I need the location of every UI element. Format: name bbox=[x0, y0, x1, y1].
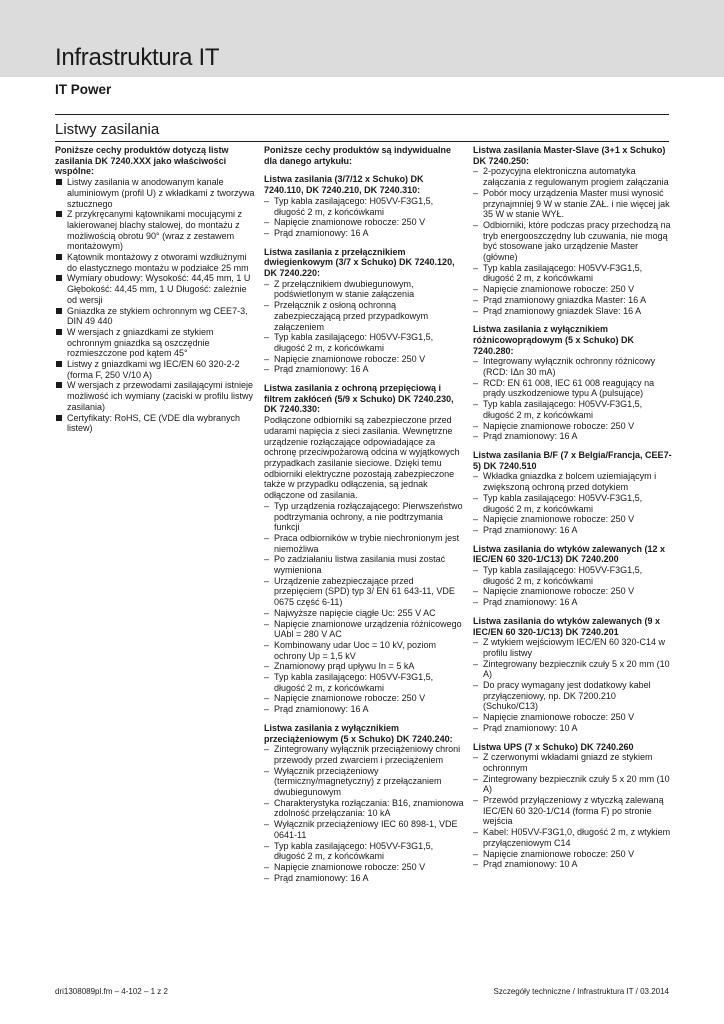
product-spec-list bbox=[473, 752, 673, 870]
product-heading: Listwa zasilania B/F (7 x Belgia/Francja, CEE7-5) DK 7240.510 bbox=[473, 449, 672, 471]
list-item: – RCD: EN 61 008, IEC 61 008 reagujący na prądy uszkodzeniowe typu A (pulsujące) bbox=[473, 378, 673, 399]
list-item: – Z wtykiem wejściowym IEC/EN 60 320-C14 w profilu listwy bbox=[473, 637, 673, 658]
list-item: – Typ kabla zasilającego: H05VV-F3G1,5, długość 2 m, z końcówkami bbox=[473, 493, 673, 514]
list-item: – Prąd znamionowy: 16 A bbox=[473, 525, 673, 536]
individual-features-intro: Poniższe cechy produktów są indywidualne dla danego artykułu: bbox=[264, 145, 452, 166]
product-spec-list bbox=[473, 637, 673, 733]
product-spec-list bbox=[264, 196, 464, 239]
list-item: W wersjach z przewodami zasilającymi istnieje możliwość ich wymiany (zaciski w profilu listwy zasilania) bbox=[55, 380, 255, 412]
list-item: – Integrowany wyłącznik ochronny różnicowy (RCD: IΔn 30 mA) bbox=[473, 356, 673, 377]
list-item: – Wyłącznik przeciążeniowy (termiczny/magnetyczny) z przełączaniem dwubiegunowym bbox=[264, 766, 464, 798]
section-divider bbox=[55, 114, 669, 115]
document-title: Infrastruktura IT bbox=[55, 44, 220, 71]
product-block bbox=[473, 324, 673, 442]
list-item: – Znamionowy prąd upływu In = 5 kA bbox=[264, 661, 464, 672]
list-item: W wersjach z gniazdkami ze stykiem ochronnym gniazdka są oszczędnie rozmieszczone pod kątem 45° bbox=[55, 327, 255, 359]
list-item: – Napięcie znamionowe robocze: 250 V bbox=[264, 217, 464, 228]
product-heading: Listwa zasilania do wtyków zalewanych (12 x IEC/EN 60 320-1/C13) DK 7240.200 bbox=[473, 543, 666, 565]
product-block bbox=[264, 174, 464, 238]
list-item: Wymiary obudowy: Wysokość: 44,45 mm, 1 U Głębokość: 44,45 mm, 1 U Długość: zależnie od wersji bbox=[55, 273, 255, 305]
list-item: – Kabel: H05VV-F3G1,0, długość 2 m, z wtykiem przyłączeniowym C14 bbox=[473, 827, 673, 848]
product-heading: Listwa zasilania Master-Slave (3+1 x Schuko) DK 7240.250: bbox=[473, 145, 666, 166]
list-item: – Z czerwonymi wkładami gniazd ze stykiem ochronnym bbox=[473, 752, 673, 773]
list-item: – Urządzenie zabezpieczające przed przepięciem (SPD) typ 3/ EN 61 643-11, VDE 0675 część 6-11) bbox=[264, 576, 464, 608]
list-item: – Przewód przyłączeniowy z wtyczką zalewaną IEC/EN 60 320-1/C14 (forma F) po stronie wejścia bbox=[473, 795, 673, 827]
footer-publication-info: Szczegóły techniczne / Infrastruktura IT / 03.2014 bbox=[493, 987, 669, 996]
product-block bbox=[264, 247, 464, 375]
list-item: – Po zadziałaniu listwa zasilania musi zostać wymieniona bbox=[264, 554, 464, 575]
product-heading: Listwa zasilania (3/7/12 x Schuko) DK 7240.110, DK 7240.210, DK 7240.310: bbox=[264, 174, 424, 196]
list-item: – Typ kabla zasilającego: H05VV-F3G1,5, długość 2 m, z końcówkami bbox=[264, 672, 464, 693]
list-item: – Typ kabla zasilającego: H05VV-F3G1,5, długość 2 m, z końcówkami bbox=[473, 399, 673, 420]
list-item: – Najwyższe napięcie ciągłe Uc: 255 V AC bbox=[264, 608, 464, 619]
list-item: – Typ kabla zasilającego: H05VV-F3G1,5, długość 2 m, z końcówkami bbox=[264, 196, 464, 217]
list-item: – Napięcie znamionowe urządzenia różnicowego UAbl = 280 V AC bbox=[264, 619, 464, 640]
product-spec-list bbox=[264, 744, 464, 883]
product-block bbox=[473, 742, 673, 870]
product-spec-list bbox=[473, 166, 673, 316]
product-spec-list bbox=[264, 501, 464, 715]
list-item: – Zintegrowany wyłącznik przeciążeniowy chroni przewody przed zwarciem i przeciążeniem bbox=[264, 744, 464, 765]
product-spec-list bbox=[473, 565, 673, 608]
product-heading: Listwa zasilania z wyłącznikiem różnicowoprądowym (5 x Schuko) DK 7240.280: bbox=[473, 324, 635, 356]
list-item: – Praca odbiorników w trybie niechronionym jest niemożliwa bbox=[264, 533, 464, 554]
list-item: – Prąd znamionowy gniazdka Master: 16 A bbox=[473, 295, 673, 306]
list-item: – Zintegrowany bezpiecznik czuły 5 x 20 mm (10 A) bbox=[473, 659, 673, 680]
list-item: – Odbiorniki, które podczas pracy przechodzą na tryb energooszczędny lub czuwania, nie mogą być stosowane jako urządzenie Master (główne) bbox=[473, 220, 673, 263]
list-item: – Z przełącznikiem dwubiegunowym, podświetlonym w stanie załączenia bbox=[264, 279, 464, 300]
list-item: Kątownik montażowy z otworami wzdłużnymi do elastycznego montażu w podziałce 25 mm bbox=[55, 252, 255, 273]
list-item: Gniazdka ze stykiem ochronnym wg CEE7-3, DIN 49 440 bbox=[55, 306, 255, 327]
list-item: – Napięcie znamionowe robocze: 250 V bbox=[473, 712, 673, 723]
section-title: Listwy zasilania bbox=[55, 121, 160, 138]
list-item: – Kombinowany udar Uoc = 10 kV, poziom ochrony Up = 1,5 kV bbox=[264, 640, 464, 661]
list-item: – Typ kabla zasilającego: H05VV-F3G1,5, długość 2 m, z końcówkami bbox=[264, 332, 464, 353]
list-item: – Napięcie znamionowe robocze: 250 V bbox=[264, 693, 464, 704]
product-spec-list bbox=[264, 279, 464, 375]
list-item: – Prąd znamionowy gniazdek Slave: 16 A bbox=[473, 306, 673, 317]
list-item: – Prąd znamionowy: 16 A bbox=[264, 873, 464, 884]
list-item: – Typ kabla zasilającego: H05VV-F3G1,5, długość 2 m, z końcówkami bbox=[264, 841, 464, 862]
list-item: – Prąd znamionowy: 16 A bbox=[264, 364, 464, 375]
list-item: – Wyłącznik przeciążeniowy IEC 60 898-1, VDE 0641-11 bbox=[264, 819, 464, 840]
list-item: – Napięcie znamionowe robocze: 250 V bbox=[264, 354, 464, 365]
list-item: – Prąd znamionowy: 10 A bbox=[473, 723, 673, 734]
list-item: – Wkładka gniazdka z bolcem uziemiającym i zwiększoną ochroną przed dotykiem bbox=[473, 471, 673, 492]
list-item: Listwy zasilania w anodowanym kanale aluminiowym (profil U) z wkładkami z tworzywa sztucznego bbox=[55, 177, 255, 209]
product-spec-list bbox=[473, 471, 673, 535]
product-block bbox=[264, 723, 464, 884]
list-item: Certyfikaty: RoHS, CE (VDE dla wybranych listew) bbox=[55, 413, 255, 434]
common-features-intro: Poniższe cechy produktów dotyczą listw zasilania DK 7240.XXX jako właściwości wspólne: bbox=[55, 145, 229, 177]
list-item: – Napięcie znamionowe robocze: 250 V bbox=[473, 586, 673, 597]
list-item: Z przykręcanymi kątownikami mocującymi z lakierowanej blachy stalowej, do montażu z możliwością obrotu 90° (wraz z zestawem montażowym) bbox=[55, 209, 255, 252]
list-item: Listwy z gniazdkami wg IEC/EN 60 320-2-2 (forma F, 250 V/10 A) bbox=[55, 359, 255, 380]
column-common-features bbox=[55, 145, 255, 434]
product-block bbox=[473, 544, 673, 608]
product-heading: Listwa UPS (7 x Schuko) DK 7240.260 bbox=[473, 741, 634, 752]
list-item: – Napięcie znamionowe robocze: 250 V bbox=[264, 862, 464, 873]
list-item: – Prąd znamionowy: 16 A bbox=[473, 431, 673, 442]
list-item: – Typ urządzenia rozłączającego: Pierwszeństwo podtrzymania ochrony, a nie podtrzymania funkcji bbox=[264, 501, 464, 533]
list-item: – Przełącznik z osłoną ochronną zabezpieczającą przed przypadkowym załączeniem bbox=[264, 300, 464, 332]
list-item: – Zintegrowany bezpiecznik czuły 5 x 20 mm (10 A) bbox=[473, 774, 673, 795]
list-item: – Do pracy wymagany jest dodatkowy kabel przyłączeniowy, np. DK 7200.210 (Schuko/C13) bbox=[473, 680, 673, 712]
product-heading: Listwa zasilania do wtyków zalewanych (9 x IEC/EN 60 320-1/C13) DK 7240.201 bbox=[473, 615, 661, 637]
product-spec-list bbox=[473, 356, 673, 442]
product-heading: Listwa zasilania z przełącznikiem dwiegienkowym (3/7 x Schuko) DK 7240.120, DK 7240.220: bbox=[264, 246, 455, 279]
product-heading: Listwa zasilania z wyłącznikiem przeciążeniowym (5 x Schuko) DK 7240.240: bbox=[264, 722, 453, 744]
list-item: – Napięcie znamionowe robocze: 250 V bbox=[473, 421, 673, 432]
product-description: Podłączone odbiorniki są zabezpieczone przed udarami napięcia z sieci zasilania. Wewnętrzne urządzenie rozłączające odpowiadające za ochronę przeciwpożarową odcina w wyjątkowych przypadkach zasilanie sieciowe. Dzięki temu odbiorniki elektryczne pozostają zabezpieczone także w przypadku odłączenia, są jednak odłączone od zasilania. bbox=[264, 415, 460, 501]
product-block bbox=[473, 145, 673, 316]
list-item: – 2-pozycyjna elektroniczna automatyka załączania z regulowanym progiem załączania bbox=[473, 166, 673, 187]
product-block bbox=[473, 616, 673, 734]
list-item: – Napięcie znamionowe robocze: 250 V bbox=[473, 849, 673, 860]
column-more-products bbox=[473, 145, 673, 870]
list-item: – Prąd znamionowy: 16 A bbox=[473, 597, 673, 608]
list-item: – Typ kabla zasilającego: H05VV-F3G1,5, długość 2 m, z końcówkami bbox=[473, 565, 673, 586]
list-item: – Prąd znamionowy: 16 A bbox=[264, 228, 464, 239]
list-item: – Prąd znamionowy: 16 A bbox=[264, 704, 464, 715]
product-heading: Listwa zasilania z ochroną przepięciową i filtrem zakłóceń (5/9 x Schuko) DK 7240.230, DK 7240.330: bbox=[264, 383, 454, 415]
product-block bbox=[264, 383, 464, 715]
section-title-underline bbox=[55, 141, 669, 142]
list-item: – Typ kabla zasilającego: H05VV-F3G1,5, długość 2 m, z końcówkami bbox=[473, 263, 673, 284]
common-features-list bbox=[55, 177, 255, 434]
column-individual-features bbox=[264, 145, 464, 883]
list-item: – Pobór mocy urządzenia Master musi wynosić przynajmniej 9 W w stanie ZAŁ. i nie więcej jak 35 W w stanie WYŁ. bbox=[473, 188, 673, 220]
product-block bbox=[473, 450, 673, 536]
list-item: – Napięcie znamionowe robocze: 250 V bbox=[473, 514, 673, 525]
document-subtitle: IT Power bbox=[55, 82, 112, 97]
list-item: – Napięcie znamionowe robocze: 250 V bbox=[473, 284, 673, 295]
footer-file-reference: dri1308089pl.fm – 4-102 – 1 z 2 bbox=[55, 987, 168, 996]
list-item: – Charakterystyka rozłączania: B16, znamionowa zdolność przełączania: 10 kA bbox=[264, 798, 464, 819]
list-item: – Prąd znamionowy: 10 A bbox=[473, 859, 673, 870]
